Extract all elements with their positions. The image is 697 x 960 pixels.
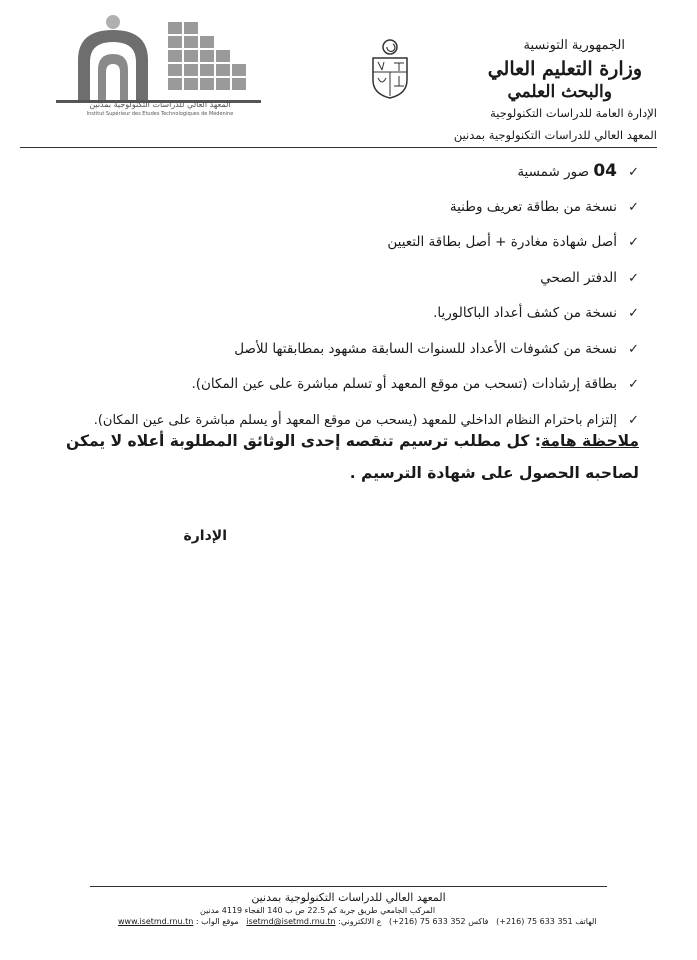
list-item-text: الدفتر الصحي [540,269,617,286]
republic-name: الجمهورية التونسية [523,38,625,53]
note-text: : كل مطلب ترسيم تنقصه إحدى الوثائق المطلوبة أعلاه لا يمكن لصاحبه الحصول على شهادة الترسيم . [66,432,639,482]
list-item-text: نسخة من كشف أعداد الباكالوريا. [433,305,617,321]
footer-website-link[interactable]: www.isetmd.rnu.tn [118,917,194,926]
header-divider [20,147,657,148]
list-item-text: أصل شهادة مغادرة + أصل بطاقة التعيين [387,234,617,250]
list-item [39,154,639,190]
photo-count: 04 [593,161,617,181]
list-item [39,296,639,332]
checkmark-icon: ✓ [628,306,639,321]
required-documents-list [39,154,639,438]
ministry-name-line2: والبحث العلمي [507,82,612,102]
checkmark-icon: ✓ [628,412,639,428]
institute-name: المعهد العالي للدراسات التكنولوجية بمدنين [453,128,657,142]
list-item-text: نسخة من كشوفات الأعداد للسنوات السابقة مشهود بمطابقتها للأصل [234,340,617,357]
footer-address: المركب الجامعي طريق جربة كم 22.5 ص ب 140 الفجاء 4119 مدنين [200,906,436,915]
footer-phone: الهاتف 351 633 75 (216+) [496,917,597,926]
footer-institute-name: المعهد العالي للدراسات التكنولوجية بمدنين [251,891,446,904]
footer-fax: فاكس 352 633 75 (216+) [389,917,489,926]
logo-caption-french: Institut Supérieur des Etudes Technologiques de Médenine [86,111,234,117]
checkmark-icon: ✓ [628,377,639,392]
list-item [39,367,639,403]
list-item [39,332,639,368]
footer-contact [118,917,597,926]
ministry-name-line1: وزارة التعليم العالي [487,58,642,80]
list-item-text: إلتزام باحترام النظام الداخلي للمعهد (يسحب من موقع المعهد أو يسلم مباشرة على عين المكان). [93,412,617,428]
note-label: ملاحظة هامة [541,432,639,450]
important-note [55,425,639,489]
checkmark-icon: ✓ [628,235,639,250]
checkmark-icon: ✓ [628,341,639,357]
logo-caption-arabic: المعهد العالي للدراسات التكنولوجية بمدنين [89,100,231,109]
footer-web-label: موقع الواب : [195,917,239,926]
list-item-text: صور شمسية [517,164,594,180]
list-item [39,261,639,297]
list-item-text: بطاقة إرشادات (تسحب من موقع المعهد أو تسلم مباشرة على عين المكان). [191,376,617,392]
administration-signature: الإدارة [183,528,227,544]
footer-email-label: ع الالكتروني: [338,917,382,926]
tunisia-coat-of-arms-icon [365,38,415,100]
list-item-text: نسخة من بطاقة تعريف وطنية [449,198,617,215]
checkmark-icon: ✓ [628,165,639,180]
checkmark-icon: ✓ [628,270,639,286]
footer-email-link[interactable]: isetmd@isetmd.rnu.tn [246,917,336,926]
general-directorate: الإدارة العامة للدراسات التكنولوجية [490,106,657,120]
list-item [39,225,639,261]
list-item [39,190,639,226]
footer-divider [90,886,607,887]
checkmark-icon: ✓ [628,199,639,215]
